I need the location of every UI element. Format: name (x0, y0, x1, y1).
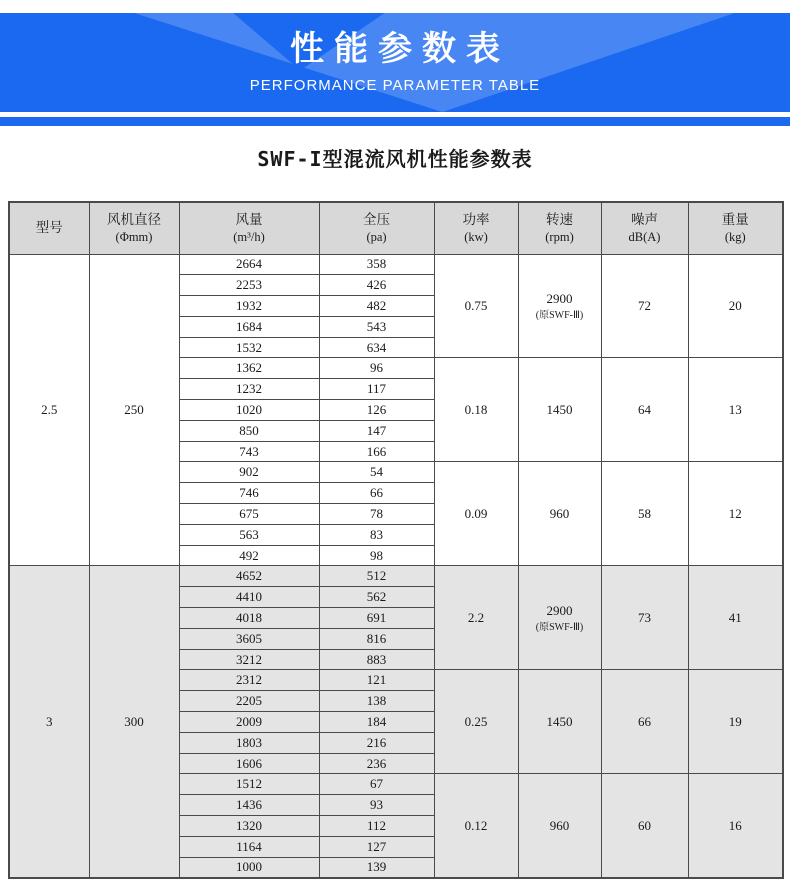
power-cell: 0.25 (434, 670, 518, 774)
flow-cell: 902 (179, 462, 319, 483)
flow-cell: 1232 (179, 379, 319, 400)
flow-cell: 850 (179, 420, 319, 441)
weight-cell: 12 (688, 462, 783, 566)
header-cell-pressure (319, 202, 434, 254)
noise-cell: 64 (601, 358, 688, 462)
noise-cell: 72 (601, 254, 688, 358)
pressure-cell: 482 (319, 296, 434, 317)
speed-cell (518, 566, 601, 670)
header-cell-noise (601, 202, 688, 254)
pressure-cell: 121 (319, 670, 434, 691)
pressure-cell: 117 (319, 379, 434, 400)
banner-subtitle: PERFORMANCE PARAMETER TABLE (249, 77, 541, 95)
power-cell: 2.2 (434, 566, 518, 670)
header-unit: (pa) (366, 229, 387, 244)
speed-value: 2900 (546, 291, 573, 307)
speed-cell: 1450 (518, 358, 601, 462)
pressure-cell: 184 (319, 712, 434, 733)
power-cell: 0.75 (434, 254, 518, 358)
banner (0, 13, 790, 112)
diameter-cell: 300 (89, 566, 179, 878)
flow-cell: 746 (179, 483, 319, 504)
pressure-cell: 512 (319, 566, 434, 587)
pressure-cell: 816 (319, 628, 434, 649)
pressure-cell: 691 (319, 608, 434, 629)
flow-cell: 1932 (179, 296, 319, 317)
pressure-cell: 562 (319, 587, 434, 608)
header-unit: (kg) (724, 229, 746, 244)
header-label: 转速 (546, 212, 573, 228)
pressure-cell: 166 (319, 441, 434, 462)
divider-bar (0, 117, 790, 126)
flow-cell: 4018 (179, 608, 319, 629)
pressure-cell: 78 (319, 504, 434, 525)
flow-cell: 1362 (179, 358, 319, 379)
header-label: 重量 (721, 212, 749, 228)
flow-cell: 1020 (179, 400, 319, 421)
pressure-cell: 138 (319, 691, 434, 712)
flow-cell: 1436 (179, 795, 319, 816)
noise-cell: 66 (601, 670, 688, 774)
pressure-cell: 96 (319, 358, 434, 379)
flow-cell: 1320 (179, 816, 319, 837)
speed-cell: 960 (518, 462, 601, 566)
flow-cell: 4410 (179, 587, 319, 608)
header-label: 风量 (235, 212, 263, 228)
header-cell-model (9, 202, 89, 254)
pressure-cell: 127 (319, 836, 434, 857)
header-unit: (Φmm) (115, 229, 153, 244)
flow-cell: 3212 (179, 649, 319, 670)
pressure-cell: 66 (319, 483, 434, 504)
pressure-cell: 139 (319, 857, 434, 878)
model-cell: 2.5 (9, 254, 89, 566)
flow-cell: 675 (179, 504, 319, 525)
weight-cell: 19 (688, 670, 783, 774)
flow-cell: 1164 (179, 836, 319, 857)
header-cell-flow (179, 202, 319, 254)
table-row (9, 254, 783, 275)
pressure-cell: 112 (319, 816, 434, 837)
header-label: 功率 (462, 212, 490, 228)
power-cell: 0.12 (434, 774, 518, 878)
flow-cell: 1684 (179, 316, 319, 337)
power-cell: 0.09 (434, 462, 518, 566)
pressure-cell: 216 (319, 732, 434, 753)
pressure-cell: 634 (319, 337, 434, 358)
model-cell: 3 (9, 566, 89, 878)
header-unit: (rpm) (545, 229, 574, 244)
header-cell-speed (518, 202, 601, 254)
flow-cell: 4652 (179, 566, 319, 587)
flow-cell: 1512 (179, 774, 319, 795)
pressure-cell: 98 (319, 545, 434, 566)
power-cell: 0.18 (434, 358, 518, 462)
pressure-cell: 543 (319, 316, 434, 337)
page-title: SWF-I型混流风机性能参数表 (257, 147, 533, 171)
noise-cell: 58 (601, 462, 688, 566)
speed-note: (原SWF-Ⅲ) (535, 309, 584, 321)
flow-cell: 1532 (179, 337, 319, 358)
flow-cell: 2009 (179, 712, 319, 733)
banner-title: 性能参数表 (290, 29, 510, 68)
header-unit: (m³/h) (233, 229, 265, 244)
speed-cell: 960 (518, 774, 601, 878)
header-label: 风机直径 (107, 212, 161, 228)
speed-value: 2900 (546, 603, 573, 619)
pressure-cell: 54 (319, 462, 434, 483)
pressure-cell: 358 (319, 254, 434, 275)
header-unit: (kw) (464, 229, 488, 244)
pressure-cell: 883 (319, 649, 434, 670)
flow-cell: 2253 (179, 275, 319, 296)
weight-cell: 41 (688, 566, 783, 670)
header-label: 全压 (363, 212, 390, 228)
table-header-row (9, 202, 783, 254)
flow-cell: 492 (179, 545, 319, 566)
weight-cell: 20 (688, 254, 783, 358)
pressure-cell: 93 (319, 795, 434, 816)
pressure-cell: 83 (319, 524, 434, 545)
flow-cell: 2312 (179, 670, 319, 691)
noise-cell: 73 (601, 566, 688, 670)
header-unit: dB(A) (628, 229, 661, 244)
pressure-cell: 126 (319, 400, 434, 421)
flow-cell: 743 (179, 441, 319, 462)
pressure-cell: 147 (319, 420, 434, 441)
flow-cell: 1606 (179, 753, 319, 774)
header-cell-weight (688, 202, 783, 254)
table-row (9, 566, 783, 587)
pressure-cell: 426 (319, 275, 434, 296)
performance-table (8, 201, 784, 879)
header-cell-diameter (89, 202, 179, 254)
speed-note: (原SWF-Ⅲ) (535, 621, 584, 633)
flow-cell: 563 (179, 524, 319, 545)
flow-cell: 2664 (179, 254, 319, 275)
speed-cell (518, 254, 601, 358)
diameter-cell: 250 (89, 254, 179, 566)
header-label: 噪声 (631, 212, 658, 228)
header-label: 型号 (35, 220, 63, 236)
weight-cell: 13 (688, 358, 783, 462)
header-cell-power (434, 202, 518, 254)
weight-cell: 16 (688, 774, 783, 878)
flow-cell: 1000 (179, 857, 319, 878)
flow-cell: 2205 (179, 691, 319, 712)
speed-cell: 1450 (518, 670, 601, 774)
noise-cell: 60 (601, 774, 688, 878)
flow-cell: 1803 (179, 732, 319, 753)
flow-cell: 3605 (179, 628, 319, 649)
pressure-cell: 236 (319, 753, 434, 774)
pressure-cell: 67 (319, 774, 434, 795)
